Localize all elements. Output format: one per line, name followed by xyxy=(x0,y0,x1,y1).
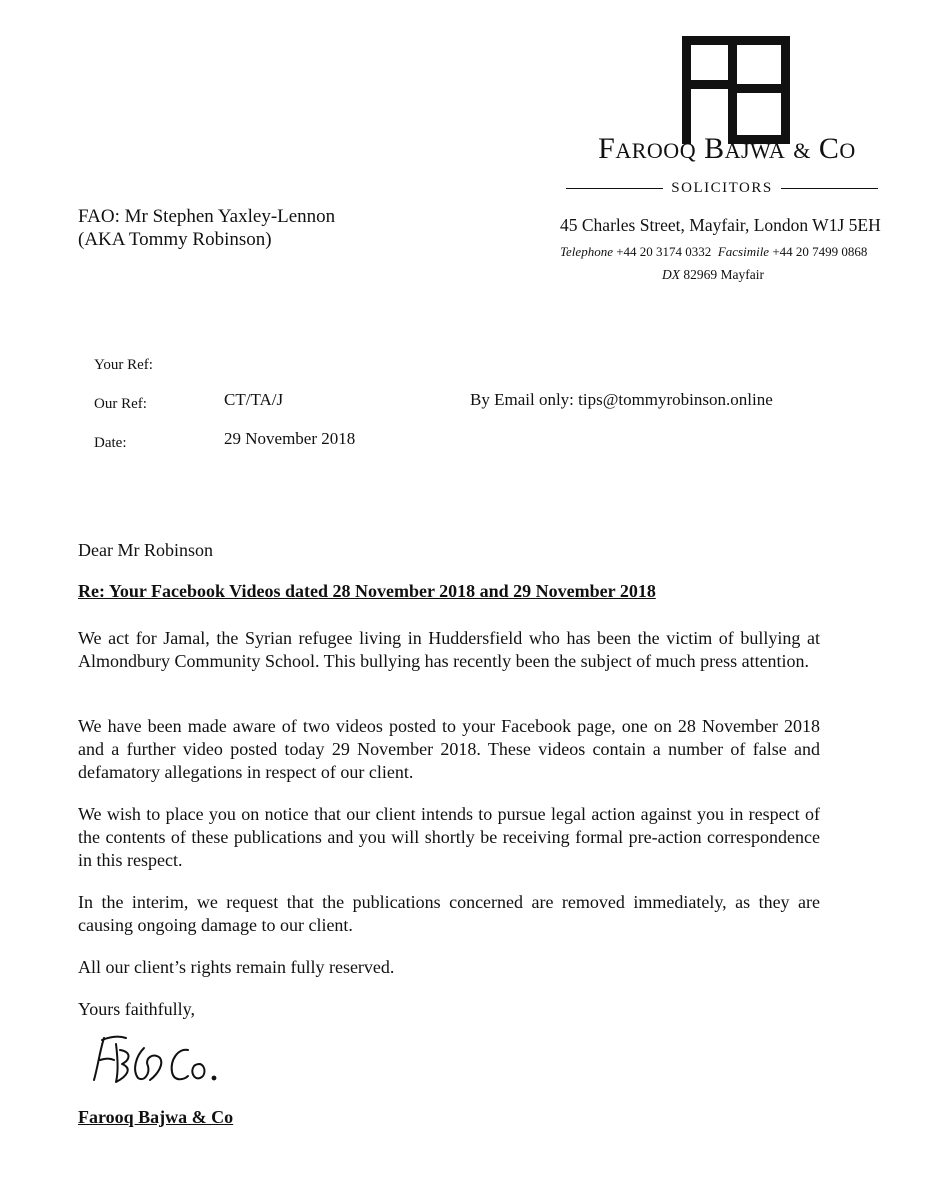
paragraph-3: We wish to place you on notice that our client intends to pursue legal action against you in respect of the contents of these publications and you will shortly be receiving formal pre-action correspondence in this respect. xyxy=(78,804,820,870)
salutation: Dear Mr Robinson xyxy=(78,540,213,560)
firm-name: FAROOQ BAJWA & CO xyxy=(598,132,856,165)
paragraph-5: All our client’s rights remain fully reserved. xyxy=(78,957,395,977)
our-ref-label: Our Ref: xyxy=(94,396,147,412)
paragraph-2: We have been made aware of two videos posted to your Facebook page, one on 28 November 2018 and a further video posted today 29 November 2018. These videos contain a number of false and defamatory allegations in respect of our client. xyxy=(78,716,820,782)
your-ref-label: Your Ref: xyxy=(94,357,153,373)
subtitle-text: SOLICITORS xyxy=(671,180,773,196)
signatory-name: Farooq Bajwa & Co xyxy=(78,1107,234,1127)
our-ref-value: CT/TA/J xyxy=(224,390,284,409)
divider-left xyxy=(566,188,663,189)
closing: Yours faithfully, xyxy=(78,999,196,1019)
divider-right xyxy=(781,188,878,189)
recipient-line-1: FAO: Mr Stephen Yaxley-Lennon xyxy=(78,206,336,227)
firm-logo-mark xyxy=(680,34,792,146)
handwritten-signature xyxy=(88,1030,228,1088)
date-value: 29 November 2018 xyxy=(224,429,356,448)
paragraph-1: We act for Jamal, the Syrian refugee living in Huddersfield who has been the victim of bullying at Almondbury Community School. This bullying has recently been the subject of much press attention. xyxy=(78,628,820,671)
firm-contact-numbers: Telephone +44 20 3174 0332 Facsimile +44 20 7499 0868 xyxy=(560,244,868,259)
firm-subtitle xyxy=(566,180,878,197)
delivery-method: By Email only: tips@tommyrobinson.online xyxy=(470,390,773,409)
paragraph-4: In the interim, we request that the publications concerned are removed immediately, as they are causing ongoing damage to our client. xyxy=(78,892,820,935)
date-label: Date: xyxy=(94,435,127,451)
recipient-block xyxy=(78,205,335,251)
firm-address: 45 Charles Street, Mayfair, London W1J 5EH xyxy=(560,215,881,235)
recipient-line-2: (AKA Tommy Robinson) xyxy=(78,229,272,250)
firm-dx: DX 82969 Mayfair xyxy=(662,267,764,282)
subject-line: Re: Your Facebook Videos dated 28 November 2018 and 29 November 2018 xyxy=(78,581,656,601)
